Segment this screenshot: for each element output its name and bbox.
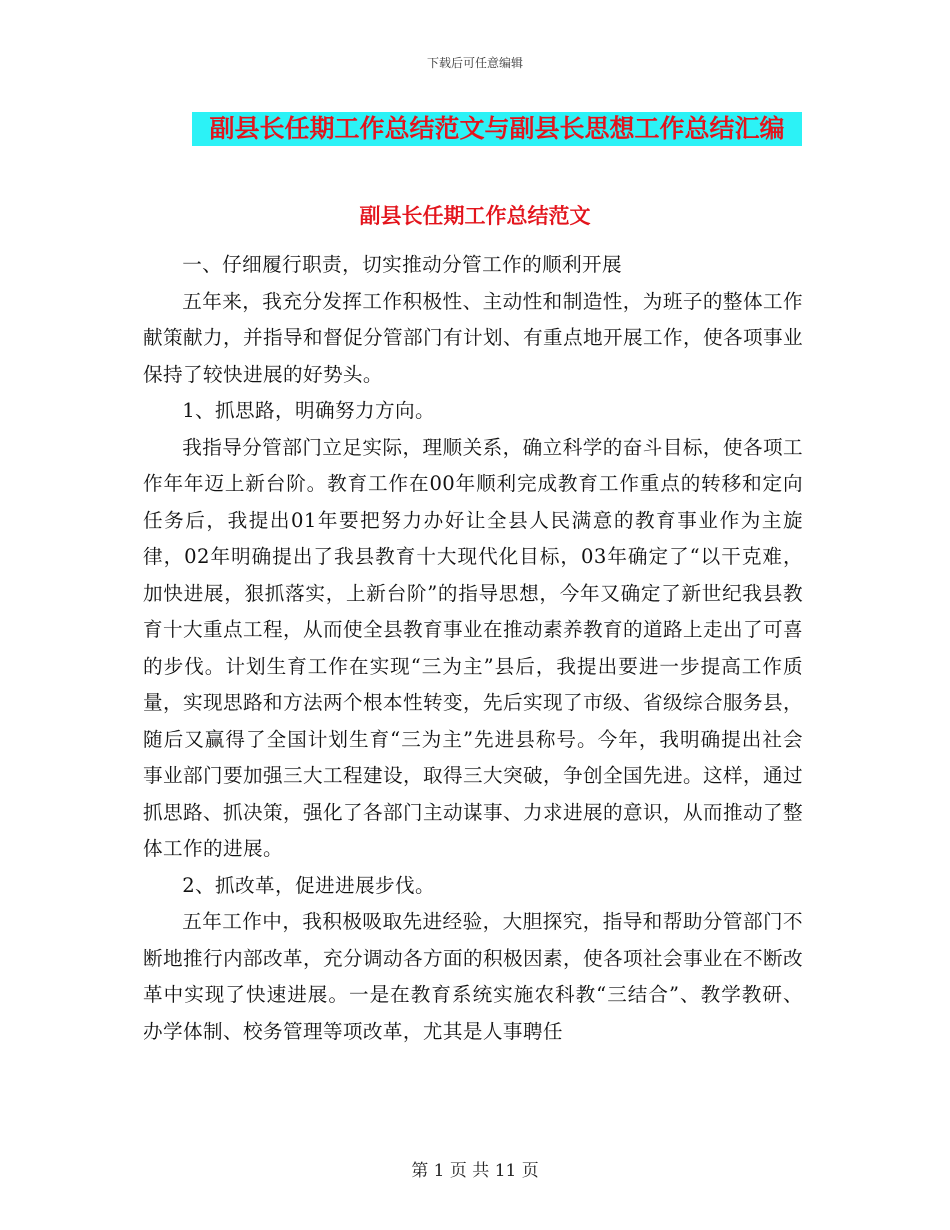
page-footer: [0, 1156, 950, 1181]
section-title: 副县长任期工作总结范文: [359, 204, 591, 228]
page-label-prefix: 第: [411, 1161, 429, 1181]
paragraph-heading-1: 一、仔细履行职责，切实推动分管工作的顺利开展: [182, 253, 623, 276]
paragraph: 五年工作中，我积极吸取先进经验，大胆探究，指导和帮助分管部门不断地推行内部改革，充分调动各方面的积极因素，使各项社会事业在不断改革中实现了快速进展。一是在教育系统实施农科教“三结合”、教学教研、办学体制、校务管理等项改革，尤其是人事聘任: [143, 910, 803, 1043]
paragraph-subheading-2: 2、抓改革，促进进展步伐。: [182, 873, 435, 897]
paragraph: 五年来，我充分发挥工作积极性、主动性和制造性，为班子的整体工作献策献力，并指导和督促分管部门有计划、有重点地开展工作，使各项事业保持了较快进展的好势头。: [143, 289, 803, 386]
total-pages: 11: [494, 1161, 517, 1181]
page-number: 1: [433, 1161, 445, 1181]
page-label-suffix: 页: [521, 1161, 539, 1181]
document-title: 副县长任期工作总结范文与副县长思想工作总结汇编: [192, 112, 802, 146]
page-header-note: 下载后可任意编辑: [426, 56, 523, 70]
document-body: [143, 247, 803, 1050]
page-label-mid: 页 共: [449, 1161, 490, 1181]
paragraph: 我指导分管部门立足实际，理顺关系，确立科学的奋斗目标，使各项工作年年迈上新台阶。教育工作在00年顺利完成教育工作重点的转移和定向任务后，我提出01年要把努力办好让全县人民满意的教育事业作为主旋律，02年明确提出了我县教育十大现代化目标，03年确定了“以干克难，加快进展，狠抓落实，上新台阶”的指导思想，今年又确定了新世纪我县教育十大重点工程，从而使全县教育事业在推动素养教育的道路上走出了可喜的步伐。计划生育工作在实现“三为主”县后，我提出要进一步提高工作质量，实现思路和方法两个根本性转变，先后实现了市级、省级综合服务县，随后又赢得了全国计划生育“三为主”先进县称号。今年，我明确提出社会事业部门要加强三大工程建设，取得三大突破，争创全国先进。这样，通过抓思路、抓决策，强化了各部门主动谋事、力求进展的意识，从而推动了整体工作的进展。: [143, 435, 803, 860]
paragraph-subheading-1: 1、抓思路，明确努力方向。: [182, 399, 435, 422]
